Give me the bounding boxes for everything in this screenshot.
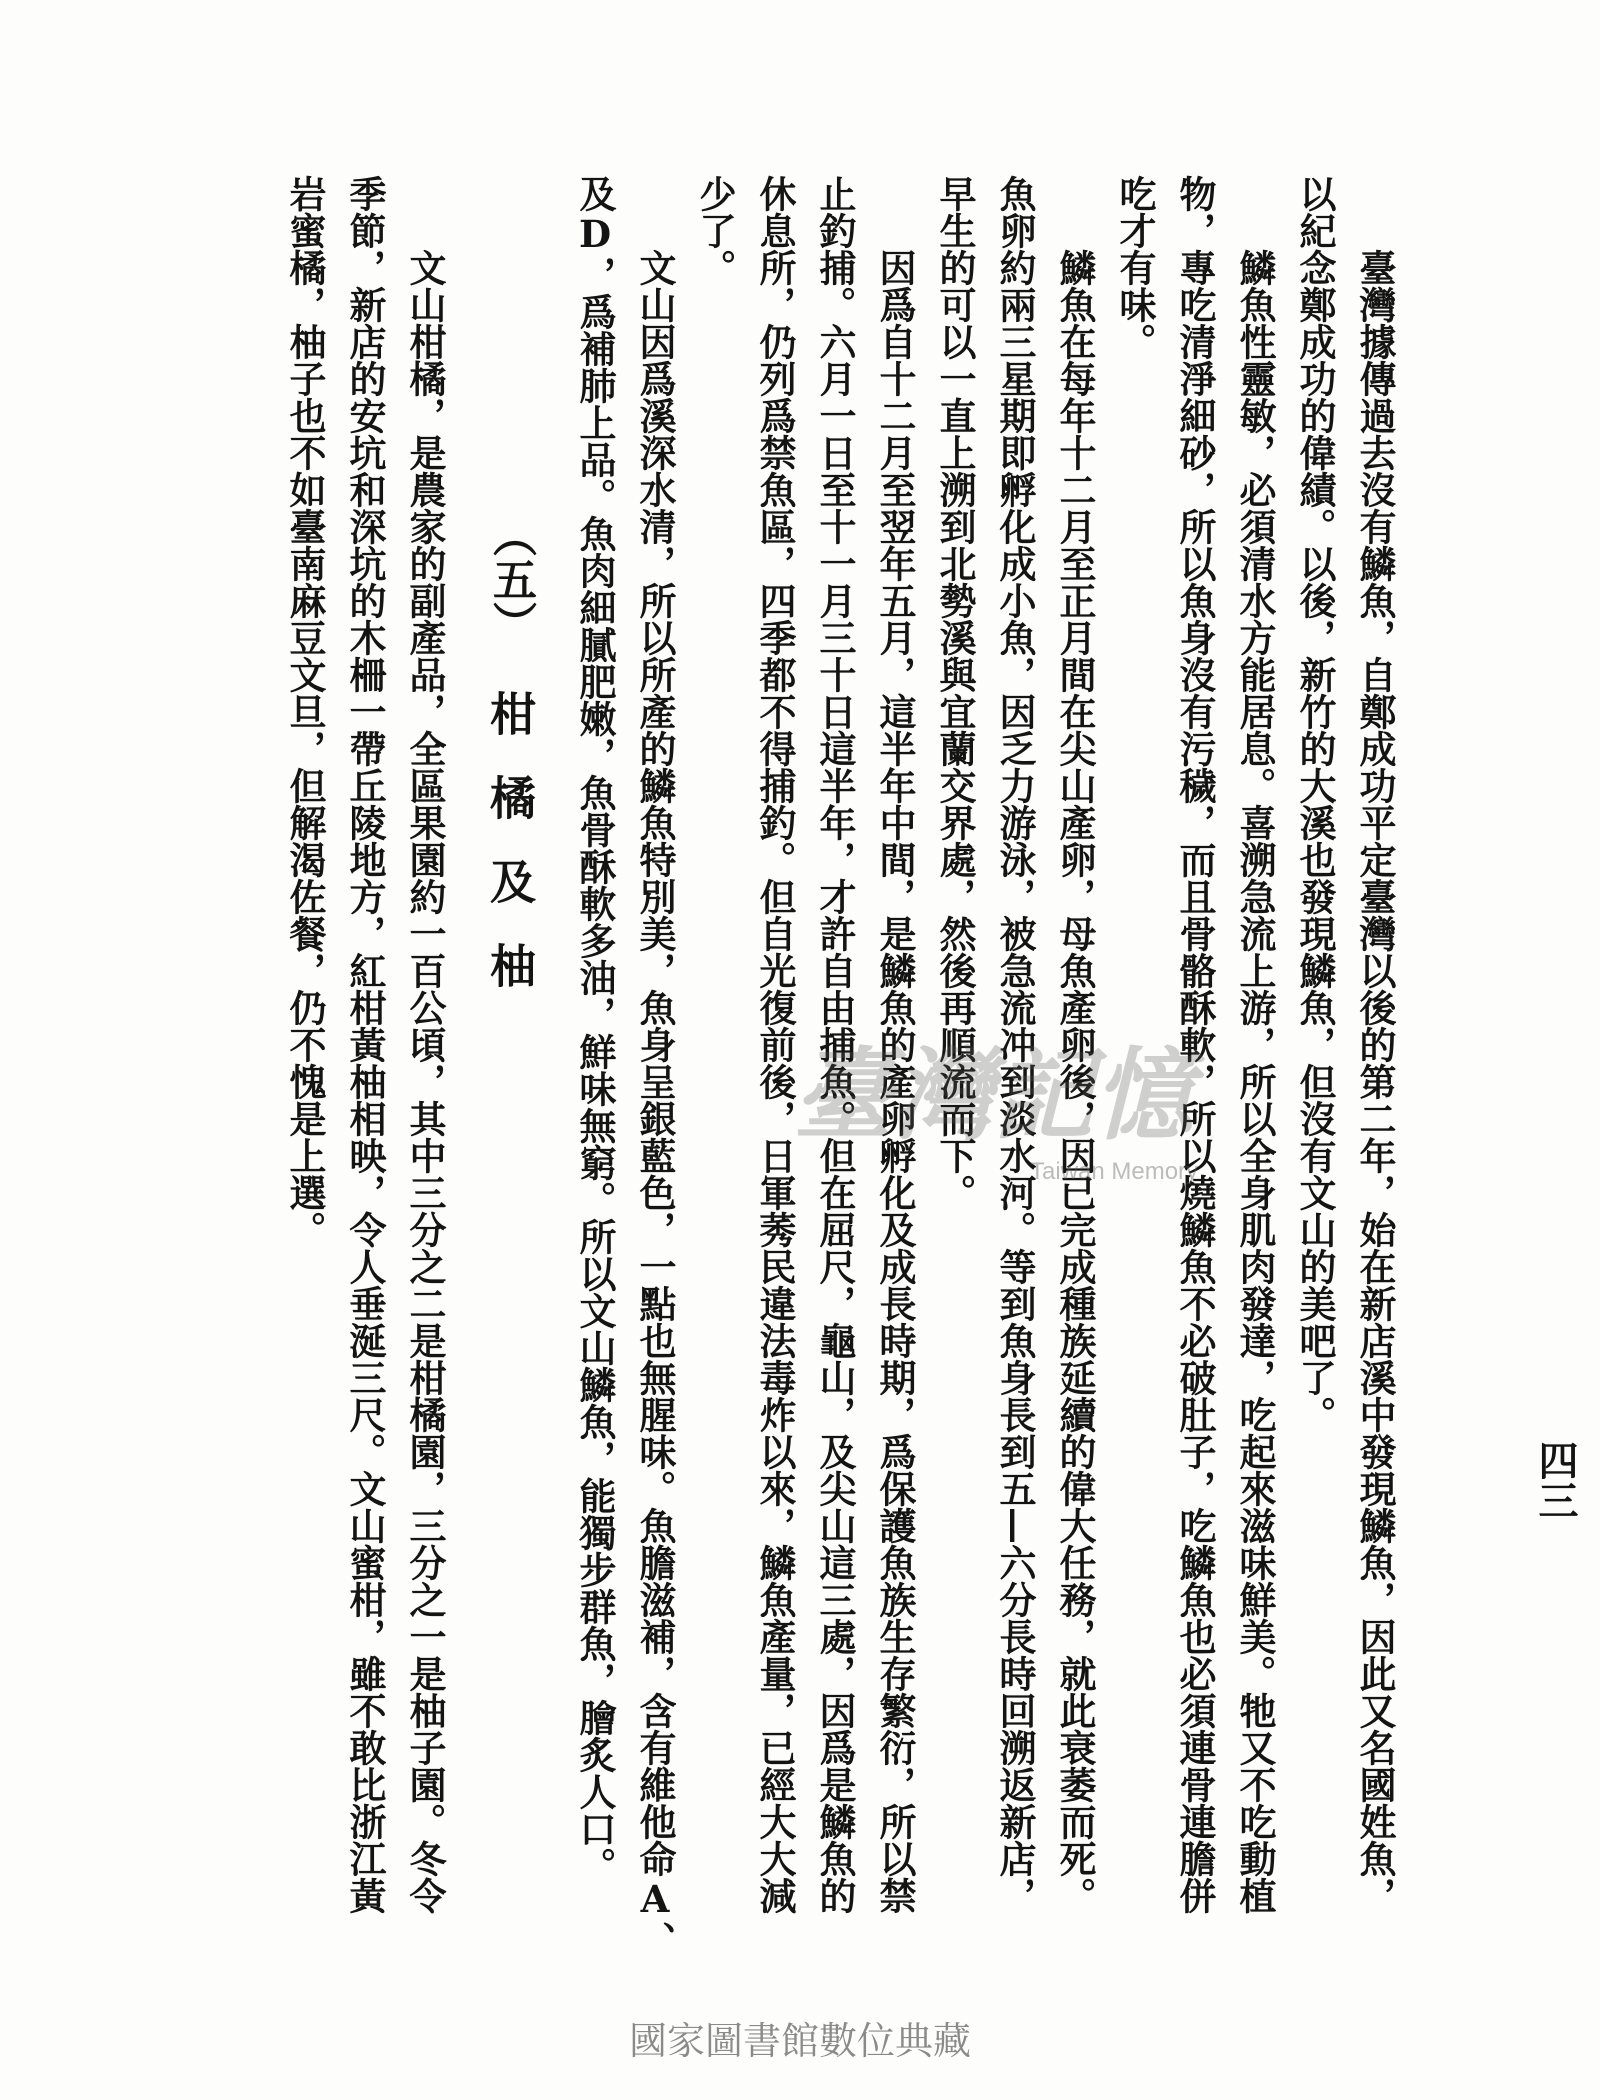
text-column-13: 文山因爲溪深水清，所以所產的鱗魚特別美，魚身呈銀藍色，一點也無腥味。魚膽滋補，含有維他命A、: [633, 249, 677, 1958]
text-column-1: 臺灣據傳過去沒有鱗魚，自鄭成功平定臺灣以後的第二年，始在新店溪中發現鱗魚，因此又名國姓魚，: [1353, 249, 1397, 1914]
text-column-18: 岩蜜橘，柚子也不如臺南麻豆文旦，但解渴佐餐，仍不愧是上選。: [283, 175, 327, 1248]
section-title: 柑橘及柚: [483, 690, 537, 1026]
footer-credit: 國家圖書館數位典藏: [628, 2019, 971, 2063]
text-column-2: 以紀念鄭成功的偉績。以後，新竹的大溪也發現鱗魚，但沒有文山的美吧了。: [1293, 175, 1337, 1433]
text-column-5: 吃才有味。: [1113, 175, 1157, 360]
text-column-11: 休息所，仍列爲禁魚區，四季都不得捕釣。但自光復前後，日軍莠民違法毒炸以來，鱗魚產量，已經大大減: [753, 175, 797, 1914]
text-column-4: 物，專吃清淨細砂，所以魚身沒有污穢，而且骨骼酥軟，所以燒鱗魚不必破肚子，吃鱗魚也必須連骨連膽併: [1173, 175, 1217, 1914]
text-column-6: 鱗魚在每年十二月至正月間在尖山產卵，母魚產卵後，因已完成種族延續的偉大任務，就此衰萎而死。: [1053, 249, 1097, 1914]
section-heading: [485, 513, 535, 1053]
watermark-logo-chinese: 臺灣記憶: [793, 1036, 1193, 1154]
watermark-logo-english: Taiwan Memory: [1030, 1158, 1199, 1185]
text-column-12: 少了。: [693, 175, 737, 286]
text-column-14: 及D，爲補肺上品。魚肉細膩肥嫩，魚骨酥軟多油，鮮味無窮。所以文山鱗魚，能獨步群魚，膾炙人口。: [573, 175, 617, 1884]
text-column-7: 魚卵約兩三星期即孵化成小魚，因乏力游泳，被急流冲到淡水河。等到魚身長到五—六分長時回溯返新店，: [993, 175, 1037, 1914]
section-number: （五）: [485, 513, 536, 645]
text-column-9: 因爲自十二月至翌年五月，這半年中間，是鱗魚的產卵孵化及成長時期，爲保護魚族生存繁衍，所以禁: [873, 249, 917, 1914]
text-column-8: 早生的可以一直上溯到北勢溪與宜蘭交界處，然後再順流而下。: [933, 175, 977, 1211]
text-column-17: 季節，新店的安坑和深坑的木柵一帶丘陵地方，紅柑黃柚相映，令人垂涎三尺。文山蜜柑，雖不敢比浙江黃: [343, 175, 387, 1914]
text-column-10: 止釣捕。六月一日至十一月三十日這半年，才許自由捕魚。但在屈尺，龜山，及尖山這三處，因爲是鱗魚的: [813, 175, 857, 1914]
page-number: 四三: [1532, 1440, 1579, 1520]
text-column-3: 鱗魚性靈敏，必須清水方能居息。喜溯急流上游，所以全身肌肉發達，吃起來滋味鮮美。牠又不吃動植: [1233, 249, 1277, 1914]
text-column-16: 文山柑橘，是農家的副產品，全區果園約一百公頃，其中三分之二是柑橘園，三分之一是柚子園。冬令: [403, 249, 447, 1914]
